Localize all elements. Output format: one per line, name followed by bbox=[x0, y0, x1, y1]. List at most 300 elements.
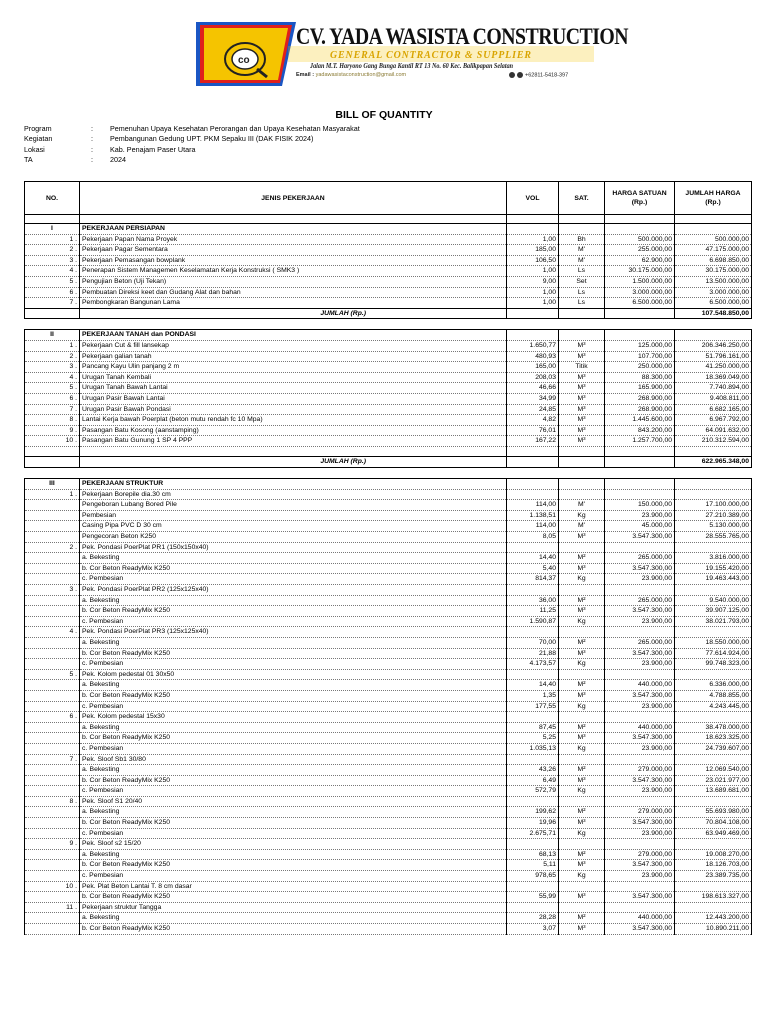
item-number: 7 . bbox=[25, 754, 80, 765]
header-harga: HARGA SATUAN (Rp.) bbox=[605, 182, 675, 215]
document-title: BILL OF QUANTITY bbox=[335, 109, 433, 121]
item-unit-price bbox=[605, 489, 675, 500]
item-total: 77.614.924,00 bbox=[675, 648, 752, 659]
subtotal-row bbox=[25, 308, 752, 319]
item-volume: 1,35 bbox=[507, 690, 559, 701]
table-row bbox=[25, 255, 752, 266]
item-unit: Ls bbox=[559, 266, 605, 277]
item-description: b. Cor Beton ReadyMix K250 bbox=[80, 648, 507, 659]
item-unit-price: 279.000,00 bbox=[605, 849, 675, 860]
item-description: Pekerjaan Borepile dia.30 cm bbox=[80, 489, 507, 500]
item-number bbox=[25, 807, 80, 818]
item-total bbox=[675, 796, 752, 807]
empty-cell bbox=[80, 446, 507, 457]
table-row bbox=[25, 722, 752, 733]
blank-row bbox=[25, 215, 752, 224]
item-description: Pek. Pondasi PoerPlat PR3 (125x125x40) bbox=[80, 627, 507, 638]
item-number bbox=[25, 733, 80, 744]
table-row bbox=[25, 415, 752, 426]
item-unit-price: 265.000,00 bbox=[605, 595, 675, 606]
item-volume bbox=[507, 489, 559, 500]
item-unit: M² bbox=[559, 807, 605, 818]
item-total: 51.796.161,00 bbox=[675, 351, 752, 362]
item-unit-price: 107.700,00 bbox=[605, 351, 675, 362]
table-row bbox=[25, 563, 752, 574]
item-total: 6.698.850,00 bbox=[675, 255, 752, 266]
item-description: b. Cor Beton ReadyMix K250 bbox=[80, 690, 507, 701]
item-total: 198.613.327,00 bbox=[675, 892, 752, 903]
item-volume bbox=[507, 585, 559, 596]
empty-cell bbox=[559, 319, 605, 330]
item-total bbox=[675, 627, 752, 638]
item-volume: 1.138,51 bbox=[507, 510, 559, 521]
item-unit: M² bbox=[559, 637, 605, 648]
item-number: 3 . bbox=[25, 255, 80, 266]
table-row bbox=[25, 500, 752, 511]
item-volume: 177,55 bbox=[507, 701, 559, 712]
item-number bbox=[25, 606, 80, 617]
item-volume bbox=[507, 839, 559, 850]
item-unit: M³ bbox=[559, 924, 605, 935]
item-volume: 24,85 bbox=[507, 404, 559, 415]
item-description: Pengeboran Lubang Bored Pile bbox=[80, 500, 507, 511]
item-number: 6 . bbox=[25, 712, 80, 723]
table-row bbox=[25, 574, 752, 585]
item-description: a. Bekesting bbox=[80, 680, 507, 691]
item-description: Pek. Pondasi PoerPlat PR2 (125x125x40) bbox=[80, 585, 507, 596]
item-unit: Kg bbox=[559, 743, 605, 754]
table-row bbox=[25, 266, 752, 277]
item-volume: 480,93 bbox=[507, 351, 559, 362]
table-row bbox=[25, 775, 752, 786]
table-row bbox=[25, 680, 752, 691]
item-description: b. Cor Beton ReadyMix K250 bbox=[80, 606, 507, 617]
item-unit: M² bbox=[559, 680, 605, 691]
item-volume: 11,25 bbox=[507, 606, 559, 617]
item-number bbox=[25, 818, 80, 829]
item-description: Pasangan Batu Kosong (aanstamping) bbox=[80, 425, 507, 436]
empty-cell bbox=[559, 468, 605, 479]
item-unit-price: 1.500.000,00 bbox=[605, 276, 675, 287]
item-description: c. Pembesian bbox=[80, 786, 507, 797]
item-unit-price: 3.547.300,00 bbox=[605, 563, 675, 574]
item-unit-price: 440.000,00 bbox=[605, 913, 675, 924]
item-number bbox=[25, 924, 80, 935]
item-unit: Titik bbox=[559, 362, 605, 373]
item-description: Pengujian Beton (Uji Tekan) bbox=[80, 276, 507, 287]
table-row bbox=[25, 796, 752, 807]
item-unit: M³ bbox=[559, 415, 605, 426]
item-volume: 8,05 bbox=[507, 532, 559, 543]
item-description: Pembesian bbox=[80, 510, 507, 521]
header-no: NO. bbox=[25, 182, 80, 215]
item-description: b. Cor Beton ReadyMix K250 bbox=[80, 733, 507, 744]
item-volume: 68,13 bbox=[507, 849, 559, 860]
item-description: Pasangan Batu Gunung 1 SP 4 PPP bbox=[80, 436, 507, 447]
empty-cell bbox=[559, 479, 605, 490]
item-number bbox=[25, 510, 80, 521]
item-number: 11 . bbox=[25, 902, 80, 913]
empty-cell bbox=[675, 468, 752, 479]
item-description: Pekerjaan Pemasangan bowplank bbox=[80, 255, 507, 266]
item-unit: M' bbox=[559, 521, 605, 532]
table-row bbox=[25, 532, 752, 543]
item-unit: Kg bbox=[559, 510, 605, 521]
table-row bbox=[25, 765, 752, 776]
item-unit: M' bbox=[559, 500, 605, 511]
section-number: I bbox=[25, 224, 80, 235]
item-unit: M³ bbox=[559, 775, 605, 786]
item-number: 4 . bbox=[25, 266, 80, 277]
table-row bbox=[25, 902, 752, 913]
item-number: 3 . bbox=[25, 362, 80, 373]
item-volume: 87,45 bbox=[507, 722, 559, 733]
item-total bbox=[675, 585, 752, 596]
empty-cell bbox=[605, 479, 675, 490]
item-description: Pek. Sloof s2 15/20 bbox=[80, 839, 507, 850]
item-description: a. Bekesting bbox=[80, 765, 507, 776]
item-unit: M³ bbox=[559, 372, 605, 383]
item-total: 28.555.765,00 bbox=[675, 532, 752, 543]
item-unit: M³ bbox=[559, 860, 605, 871]
item-unit: M³ bbox=[559, 818, 605, 829]
empty-cell bbox=[507, 330, 559, 341]
item-number: 10 . bbox=[25, 881, 80, 892]
item-unit-price: 3.547.300,00 bbox=[605, 690, 675, 701]
item-description: a. Bekesting bbox=[80, 722, 507, 733]
table-row bbox=[25, 372, 752, 383]
item-number: 2 . bbox=[25, 245, 80, 256]
item-unit-price: 23.900,00 bbox=[605, 616, 675, 627]
table-row bbox=[25, 404, 752, 415]
table-row bbox=[25, 616, 752, 627]
item-unit: Ls bbox=[559, 298, 605, 309]
item-number bbox=[25, 743, 80, 754]
company-tagline: GENERAL CONTRACTOR & SUPPLIER bbox=[330, 49, 532, 61]
item-description: Penerapan Sistem Managemen Keselamatan Kerja Konstruksi ( SMK3 ) bbox=[80, 266, 507, 277]
item-unit: M³ bbox=[559, 733, 605, 744]
item-volume: 165,00 bbox=[507, 362, 559, 373]
empty-cell bbox=[25, 457, 80, 468]
item-number: 6 . bbox=[25, 287, 80, 298]
item-unit-price: 3.547.300,00 bbox=[605, 924, 675, 935]
item-total: 39.907.125,00 bbox=[675, 606, 752, 617]
item-number: 7 . bbox=[25, 298, 80, 309]
item-volume: 114,00 bbox=[507, 521, 559, 532]
item-description: b. Cor Beton ReadyMix K250 bbox=[80, 924, 507, 935]
table-row bbox=[25, 298, 752, 309]
svg-text:co: co bbox=[238, 55, 250, 66]
item-description: c. Pembesian bbox=[80, 574, 507, 585]
table-row bbox=[25, 892, 752, 903]
empty-cell bbox=[605, 446, 675, 457]
item-volume bbox=[507, 796, 559, 807]
item-description: Pek. Plat Beton Lantai T. 8 cm dasar bbox=[80, 881, 507, 892]
item-unit-price: 3.547.300,00 bbox=[605, 606, 675, 617]
subtotal-label: JUMLAH (Rp.) bbox=[80, 308, 507, 319]
item-unit-price: 150.000,00 bbox=[605, 500, 675, 511]
item-volume: 814,37 bbox=[507, 574, 559, 585]
item-number: 9 . bbox=[25, 425, 80, 436]
item-unit-price: 23.900,00 bbox=[605, 786, 675, 797]
table-row bbox=[25, 510, 752, 521]
item-unit-price: 165.900,00 bbox=[605, 383, 675, 394]
item-number bbox=[25, 860, 80, 871]
item-unit: Kg bbox=[559, 616, 605, 627]
table-row bbox=[25, 807, 752, 818]
empty-cell bbox=[559, 215, 605, 224]
item-unit: M³ bbox=[559, 404, 605, 415]
item-description: b. Cor Beton ReadyMix K250 bbox=[80, 818, 507, 829]
item-description: Pek. Kolom pedestal 01 30x50 bbox=[80, 669, 507, 680]
subtotal-row bbox=[25, 457, 752, 468]
item-volume: 6,49 bbox=[507, 775, 559, 786]
item-unit bbox=[559, 902, 605, 913]
section-row bbox=[25, 330, 752, 341]
table-row bbox=[25, 234, 752, 245]
item-volume: 19,96 bbox=[507, 818, 559, 829]
item-description: Pekerjaan struktur Tangga bbox=[80, 902, 507, 913]
item-number bbox=[25, 680, 80, 691]
empty-cell bbox=[25, 215, 80, 224]
table-row bbox=[25, 860, 752, 871]
item-unit: M³ bbox=[559, 563, 605, 574]
header-jenis: JENIS PEKERJAAN bbox=[80, 182, 507, 215]
item-volume: 4.173,57 bbox=[507, 659, 559, 670]
item-unit-price: 1.445.600,00 bbox=[605, 415, 675, 426]
item-unit-price: 62.900,00 bbox=[605, 255, 675, 266]
empty-cell bbox=[675, 479, 752, 490]
item-unit bbox=[559, 585, 605, 596]
item-total: 27.210.389,00 bbox=[675, 510, 752, 521]
item-total: 47.175.000,00 bbox=[675, 245, 752, 256]
table-row bbox=[25, 754, 752, 765]
item-description: c. Pembesian bbox=[80, 871, 507, 882]
item-description: a. Bekesting bbox=[80, 913, 507, 924]
empty-cell bbox=[507, 446, 559, 457]
empty-cell bbox=[605, 319, 675, 330]
item-unit bbox=[559, 796, 605, 807]
item-unit-price: 23.900,00 bbox=[605, 701, 675, 712]
item-number bbox=[25, 722, 80, 733]
item-unit-price: 3.547.300,00 bbox=[605, 818, 675, 829]
item-description: Lantai Kerja bawah Poerplat (beton mutu rendah fc 10 Mpa) bbox=[80, 415, 507, 426]
item-description: b. Cor Beton ReadyMix K250 bbox=[80, 892, 507, 903]
item-total: 5.130.000,00 bbox=[675, 521, 752, 532]
item-volume: 572,79 bbox=[507, 786, 559, 797]
item-number bbox=[25, 828, 80, 839]
item-volume: 3,07 bbox=[507, 924, 559, 935]
item-number bbox=[25, 786, 80, 797]
table-row bbox=[25, 276, 752, 287]
item-number: 2 . bbox=[25, 351, 80, 362]
item-total: 6.500.000,00 bbox=[675, 298, 752, 309]
empty-cell bbox=[559, 224, 605, 235]
item-number bbox=[25, 871, 80, 882]
item-unit: M² bbox=[559, 722, 605, 733]
item-total: 3.000.000,00 bbox=[675, 287, 752, 298]
item-description: b. Cor Beton ReadyMix K250 bbox=[80, 860, 507, 871]
item-total: 99.748.323,00 bbox=[675, 659, 752, 670]
item-unit-price: 279.000,00 bbox=[605, 807, 675, 818]
item-unit: M² bbox=[559, 913, 605, 924]
item-total bbox=[675, 489, 752, 500]
item-unit-price: 279.000,00 bbox=[605, 765, 675, 776]
item-number: 2 . bbox=[25, 542, 80, 553]
item-volume: 1.590,87 bbox=[507, 616, 559, 627]
item-number bbox=[25, 913, 80, 924]
table-row bbox=[25, 489, 752, 500]
empty-cell bbox=[605, 224, 675, 235]
item-volume: 55,99 bbox=[507, 892, 559, 903]
header-sat: SAT. bbox=[559, 182, 605, 215]
item-unit-price bbox=[605, 881, 675, 892]
item-unit: M³ bbox=[559, 425, 605, 436]
item-volume: 208,03 bbox=[507, 372, 559, 383]
gap-row bbox=[25, 468, 752, 479]
item-unit-price bbox=[605, 754, 675, 765]
item-description: c. Pembesian bbox=[80, 616, 507, 627]
item-unit: Kg bbox=[559, 659, 605, 670]
item-description: a. Bekesting bbox=[80, 807, 507, 818]
empty-cell bbox=[559, 446, 605, 457]
item-volume bbox=[507, 669, 559, 680]
item-description: Urugan Pasir Bawah Pondasi bbox=[80, 404, 507, 415]
item-description: a. Bekesting bbox=[80, 849, 507, 860]
item-unit: M³ bbox=[559, 532, 605, 543]
empty-cell bbox=[605, 468, 675, 479]
item-description: Pembongkaran Bangunan Lama bbox=[80, 298, 507, 309]
item-volume bbox=[507, 542, 559, 553]
item-total: 24.739.607,00 bbox=[675, 743, 752, 754]
item-volume: 199,62 bbox=[507, 807, 559, 818]
item-total: 12.069.540,00 bbox=[675, 765, 752, 776]
empty-cell bbox=[507, 479, 559, 490]
section-number: III bbox=[25, 479, 80, 490]
item-number: 1 . bbox=[25, 234, 80, 245]
table-row bbox=[25, 637, 752, 648]
table-row bbox=[25, 818, 752, 829]
item-description: Pengecoran Beton K250 bbox=[80, 532, 507, 543]
empty-cell bbox=[559, 330, 605, 341]
table-row bbox=[25, 913, 752, 924]
item-volume: 167,22 bbox=[507, 436, 559, 447]
item-total bbox=[675, 669, 752, 680]
item-unit-price: 6.500.000,00 bbox=[605, 298, 675, 309]
item-volume: 1,00 bbox=[507, 234, 559, 245]
item-unit-price: 3.547.300,00 bbox=[605, 532, 675, 543]
table-row bbox=[25, 871, 752, 882]
spacer-row bbox=[25, 446, 752, 457]
item-unit-price: 255.000,00 bbox=[605, 245, 675, 256]
item-volume: 76,01 bbox=[507, 425, 559, 436]
empty-cell bbox=[675, 215, 752, 224]
item-unit bbox=[559, 754, 605, 765]
item-unit: M³ bbox=[559, 892, 605, 903]
item-number bbox=[25, 659, 80, 670]
item-description: Casing Pipa PVC D 30 cm bbox=[80, 521, 507, 532]
table-body bbox=[25, 215, 752, 935]
item-number bbox=[25, 563, 80, 574]
section-number: II bbox=[25, 330, 80, 341]
table-row bbox=[25, 287, 752, 298]
item-unit bbox=[559, 881, 605, 892]
item-number: 3 . bbox=[25, 585, 80, 596]
item-unit bbox=[559, 627, 605, 638]
item-unit-price: 843.200,00 bbox=[605, 425, 675, 436]
item-number bbox=[25, 637, 80, 648]
item-total: 19.008.270,00 bbox=[675, 849, 752, 860]
table-row bbox=[25, 521, 752, 532]
item-unit: M² bbox=[559, 595, 605, 606]
item-total: 4.243.445,00 bbox=[675, 701, 752, 712]
table-row bbox=[25, 839, 752, 850]
item-total: 500.000,00 bbox=[675, 234, 752, 245]
header-jumlah: JUMLAH HARGA (Rp.) bbox=[675, 182, 752, 215]
header-vol: VOL bbox=[507, 182, 559, 215]
item-number bbox=[25, 701, 80, 712]
item-volume: 1.035,13 bbox=[507, 743, 559, 754]
item-number bbox=[25, 595, 80, 606]
item-unit-price bbox=[605, 585, 675, 596]
table-row bbox=[25, 627, 752, 638]
table-row bbox=[25, 340, 752, 351]
item-unit: M' bbox=[559, 255, 605, 266]
empty-cell bbox=[507, 308, 559, 319]
empty-cell bbox=[605, 308, 675, 319]
item-description: Urugan Tanah Bawah Lantai bbox=[80, 383, 507, 394]
item-volume: 1,00 bbox=[507, 298, 559, 309]
table-row bbox=[25, 786, 752, 797]
item-unit: M³ bbox=[559, 340, 605, 351]
subtotal-value: 107.548.850,00 bbox=[675, 308, 752, 319]
item-description: Urugan Pasir Bawah Lantai bbox=[80, 393, 507, 404]
table-row bbox=[25, 659, 752, 670]
table-row bbox=[25, 701, 752, 712]
item-number bbox=[25, 765, 80, 776]
item-description: Pekerjaan Cut & fill lansekap bbox=[80, 340, 507, 351]
empty-cell bbox=[80, 215, 507, 224]
item-total: 10.890.211,00 bbox=[675, 924, 752, 935]
item-unit-price: 125.000,00 bbox=[605, 340, 675, 351]
item-unit-price: 440.000,00 bbox=[605, 722, 675, 733]
empty-cell bbox=[675, 319, 752, 330]
item-unit-price: 23.900,00 bbox=[605, 743, 675, 754]
item-number bbox=[25, 775, 80, 786]
item-unit-price: 250.000,00 bbox=[605, 362, 675, 373]
item-unit-price bbox=[605, 796, 675, 807]
item-unit-price: 23.900,00 bbox=[605, 871, 675, 882]
item-number bbox=[25, 521, 80, 532]
empty-cell bbox=[605, 330, 675, 341]
item-unit: M² bbox=[559, 849, 605, 860]
item-volume: 4,82 bbox=[507, 415, 559, 426]
item-unit-price: 23.900,00 bbox=[605, 510, 675, 521]
item-total: 18.550.000,00 bbox=[675, 637, 752, 648]
item-number: 1 . bbox=[25, 340, 80, 351]
item-volume: 21,88 bbox=[507, 648, 559, 659]
item-number: 4 . bbox=[25, 627, 80, 638]
item-unit bbox=[559, 489, 605, 500]
item-unit-price: 268.900,00 bbox=[605, 404, 675, 415]
empty-cell bbox=[25, 446, 80, 457]
section-title: PEKERJAAN STRUKTUR bbox=[80, 479, 507, 490]
item-unit-price: 3.547.300,00 bbox=[605, 648, 675, 659]
empty-cell bbox=[675, 446, 752, 457]
item-number bbox=[25, 690, 80, 701]
company-address: Jalan M.T. Haryono Gang Bunga Kantil RT 13 No. 60 Kec. Balikpapan Selatan bbox=[310, 62, 514, 70]
item-unit-price: 3.000.000,00 bbox=[605, 287, 675, 298]
